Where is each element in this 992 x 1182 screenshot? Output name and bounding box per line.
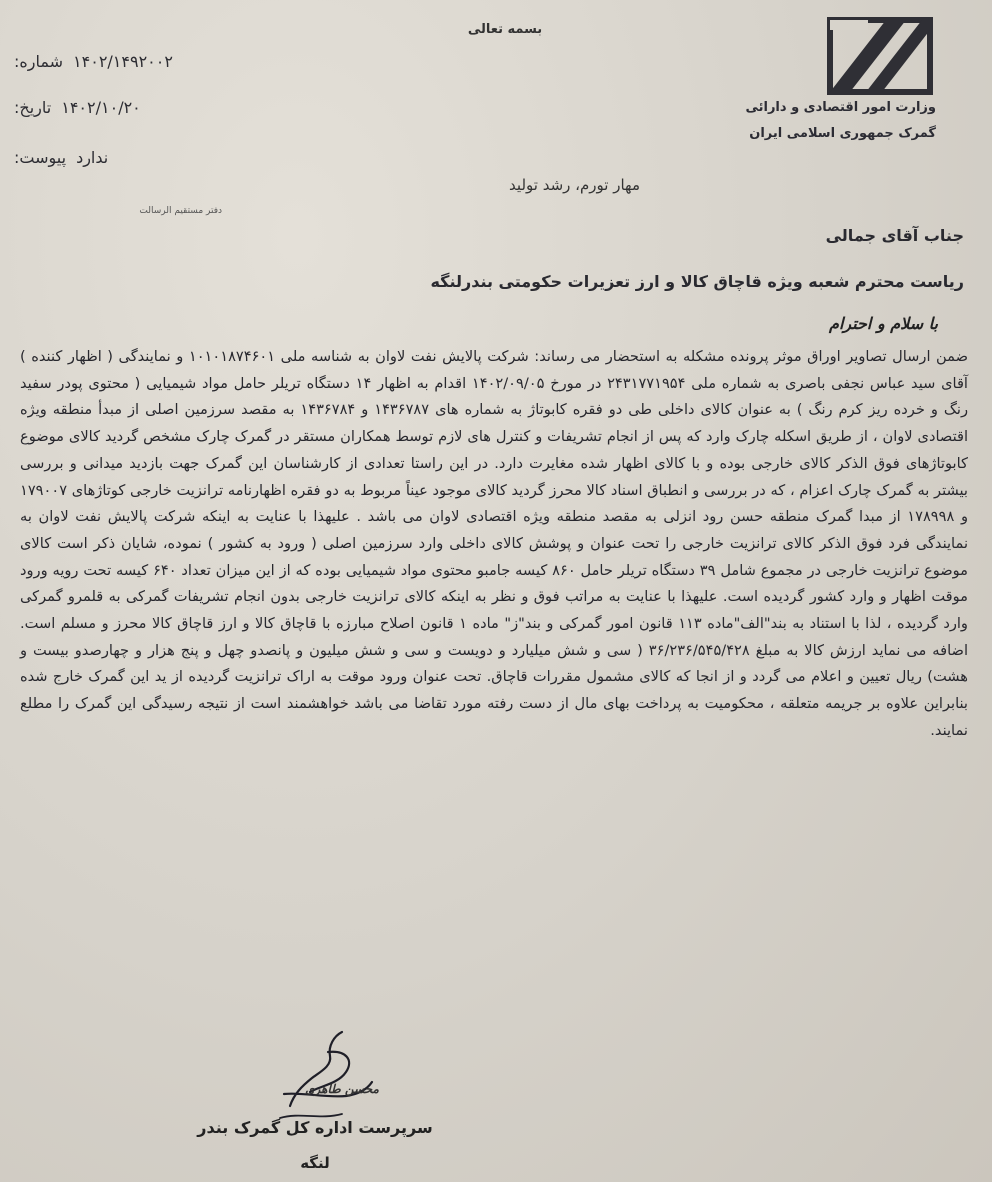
handwritten-greeting: با سلام و احترام [829,314,938,333]
letter-number-value: ۱۴۰۲/۱۴۹۲۰۰۲ [73,52,173,71]
signer-title: سرپرست اداره کل گمرک بندر [197,1118,433,1137]
customs-logo-icon [826,16,934,96]
letter-number-label: شماره: [14,52,64,71]
signer-name: محسن طاهری [305,1082,379,1096]
org-name-customs: گمرک جمهوری اسلامی ایران [749,126,936,141]
letter-body: ضمن ارسال تصاویر اوراق موثر پرونده مشکله به استحضار می رساند: شرکت پالایش نفت لاوان به شناسه ملی ۱۰۱۰۱۸۷۴۶۰۱ و نمایندگی ( اظهار کننده ) آقای سید عباس نجفی باصری به شماره ملی ۲۴۳۱۷۷۱۹۵۴ در مورخ ۱۴۰۲/۰۹/۰۵ اقدام به اظهار ۱۴ دستگاه تریلر حامل مواد شیمیایی ( محتوی پودر سفید رنگ و خرده ریز کرم رنگ ) به عنوان کالای داخلی طی دو فقره کابوتاژ به شماره های ۱۴۳۶۷۸۷ و ۱۴۳۶۷۸۴ به مقصد سرزمین اصلی از مبدأ منطقه ویژه اقتصادی لاوان ، از طریق اسکله چارک وارد که پس از انجام تشریفات و کنترل های لازم توسط همکاران مستقر در گمرک چارک مشخص گردید کالای موضوع کابوتاژهای فوق الذکر کالای خارجی بوده و با کالای اظهار شده مغایرت دارد. در این راستا تعدادی از کارشناسان این گمرک جهت بازدید میدانی و بررسی بیشتر به گمرک چارک اعزام ، که در بررسی و انطباق اسناد کالا محرز گردید کالای موجود عیناً مربوط به دو فقره اظهارنامه ترانزیت خارجی کوتاژهای ۱۷۹۰۰۷ و ۱۷۸۹۹۸ از مبدا گمرک منطقه حسن رود انزلی به مقصد منطقه ویژه اقتصادی لاوان می باشد . علیهذا با عنایت به اینکه شرکت پالایش نفت لاوان به نمایندگی فرد فوق الذکر کالای ترانزیت خارجی را تحت عنوان و پوشش کالای داخلی وارد سرزمین اصلی ( ورود به کشور ) نموده، شایان ذکر است کالای موضوع ترانزیت خارجی در مجموع شامل ۳۹ دستگاه تریلر حامل ۸۶۰ کیسه جامبو محتوی مواد شیمیایی بوده که از این میزان تعداد ۶۴۰ کیسه تحت رویه ورود موقت اظهار و وارد کشور گردیده است. علیهذا با عنایت به مراتب فوق و نظر به اینکه کالای ترانزیت خارجی بدون انجام تشریفات گمرکی به قلمرو گمرکی وارد گردیده ، لذا با استناد به بند"الف"ماده ۱۱۳ قانون امور گمرکی و بند"ز" ماده ۱ قانون اصلاح مبارزه با قاچاق کالا و ارز قاچاق کالا محرز و مسلم است. اضافه می نماید ارزش کالا به مبلغ ۳۶/۲۳۶/۵۴۵/۴۲۸ ( سی و شش میلیارد و دویست و سی و شش میلیون و پانصدو چهل و پنج هزار و چهارصدو بیست و هشت) ریال تعیین و اعلام می گردد و از انجا که کالای مشمول مقررات قاچاق. تحت عنوان ورود موقت به اراک ترانزیت گردیده از ید این گمرک خارج شده بنابراین علاوه بر جریمه متعلقه ، محکومیت به پرداخت بهای مال از دست رفته مورد تقاضا می باشد خواهشمند است از نتیجه رسیدگی این گمرک را مطلع نمایند. [20,348,969,739]
letter-date-value: ۱۴۰۲/۱۰/۲۰ [61,98,141,117]
recipient-title: ریاست محترم شعبه ویژه قاچاق کالا و ارز تعزیرات حکومتی بندرلنگه [430,272,964,291]
letter-number [14,52,214,71]
letter-date [14,98,214,117]
letter-attachment-value: ندارد [76,148,109,167]
letter-date-label: تاریخ: [14,98,52,117]
recipient-salutation: جناب آقای جمالی [825,226,964,245]
office-note: دفتر مستقیم الرسالت [139,206,222,216]
bismillah-heading: بسمه تعالی [467,22,543,37]
letter-attachment [14,148,214,167]
signer-title-line2: لنگه [300,1154,330,1172]
slogan-stamp: مهار تورم، رشد تولید [509,176,640,194]
signature-icon [250,1022,390,1132]
org-name-ministry: وزارت امور اقتصادی و دارائی [745,100,936,115]
letter-attachment-label: پیوست: [14,148,67,167]
